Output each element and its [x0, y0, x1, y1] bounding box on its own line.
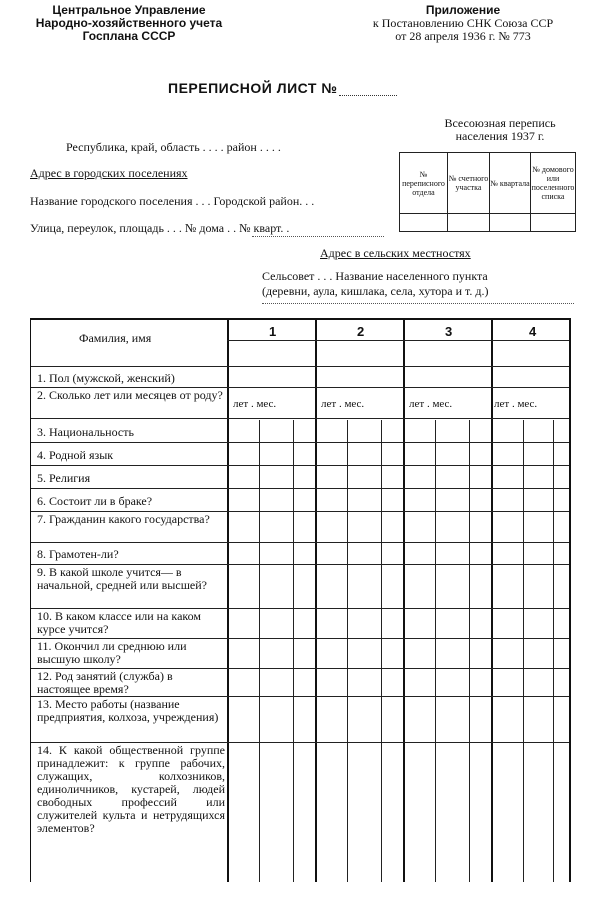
column-number-3: 3 — [445, 324, 453, 339]
rural-line-1[interactable]: Сельсовет . . . Название населенного пункта — [262, 269, 488, 283]
sub-column-line — [381, 420, 382, 882]
question-14: 14. К какой общественной группе принадлежит: к группе рабочих, служащих, колхозников, единоличников, кустарей, людей свободных профессий или служителей культа и нетрудящихся элементов? — [37, 743, 225, 835]
header-count-area: № счетного участка — [448, 153, 490, 214]
census-line-1: Всесоюзная перепись — [444, 116, 556, 130]
cell-census-district[interactable] — [400, 214, 448, 232]
appendix-line-2: к Постановлению СНК Союза ССР — [372, 16, 554, 30]
months-label: мес. — [256, 398, 277, 410]
months-label: мес. — [432, 398, 453, 410]
org-line-3: Госплана СССР — [82, 29, 176, 43]
column-separator — [403, 320, 405, 882]
street-dotline — [252, 236, 384, 237]
form-title-text: ПЕРЕПИСНОЙ ЛИСТ № — [168, 80, 338, 96]
months-label: мес. — [344, 398, 365, 410]
age-units-col2[interactable]: лет . мес. — [321, 398, 365, 410]
name-header: Фамилия, имя — [79, 331, 152, 345]
header-house-list: № домового или поселенного списка — [531, 153, 576, 214]
census-main-table — [30, 318, 571, 882]
question-3: 3. Национальность — [37, 425, 134, 439]
org-line-1: Центральное Управление — [52, 3, 206, 17]
sub-column-line — [435, 420, 436, 882]
row-line — [31, 366, 569, 367]
column-number-2: 2 — [357, 324, 365, 339]
question-6: 6. Состоит ли в браке? — [37, 494, 153, 508]
age-units-col1[interactable]: лет . мес. — [233, 398, 277, 410]
sub-column-line — [293, 420, 294, 882]
cell-count-area[interactable] — [448, 214, 490, 232]
census-line-2: населения 1937 г. — [455, 129, 545, 143]
question-12: 12. Род занятий (служба) в настоящее время? — [37, 669, 173, 696]
urban-name-line[interactable]: Название городского поселения . . . Городской район. . . — [30, 194, 315, 208]
question-1: 1. Пол (мужской, женский) — [37, 371, 175, 385]
row-line — [31, 442, 569, 443]
row-line — [31, 542, 569, 543]
cell-house-list[interactable] — [531, 214, 576, 232]
row-line — [31, 465, 569, 466]
question-4: 4. Родной язык — [37, 448, 114, 462]
cell-block[interactable] — [490, 214, 531, 232]
column-separator — [227, 320, 229, 882]
header-block: № квартала — [490, 153, 531, 214]
sub-column-line — [469, 420, 470, 882]
row-line — [31, 488, 569, 489]
column-separator — [569, 320, 571, 882]
column-separator — [315, 320, 317, 882]
street-line[interactable]: Улица, переулок, площадь . . . № дома . . № кварт. . — [30, 221, 290, 235]
question-7: 7. Гражданин какого государства? — [37, 512, 210, 526]
sub-column-line — [347, 420, 348, 882]
census-block — [410, 117, 590, 143]
appendix-line-3: от 28 апреля 1936 г. № 773 — [395, 29, 531, 43]
question-11: 11. Окончил ли среднюю или высшую школу? — [37, 639, 187, 666]
years-label: лет — [409, 398, 425, 410]
years-label: лет — [321, 398, 337, 410]
rural-address-heading: Адрес в сельских местностях — [320, 246, 471, 260]
question-2: 2. Сколько лет или месяцев от роду? — [37, 388, 223, 402]
organization-block — [18, 4, 240, 43]
months-label: мес. — [517, 398, 538, 410]
question-5: 5. Религия — [37, 471, 91, 485]
column-separator — [491, 320, 493, 882]
age-units-col3[interactable]: лет . мес. — [409, 398, 453, 410]
column-number-4: 4 — [529, 324, 537, 339]
years-label: лет — [233, 398, 249, 410]
question-9: 9. В какой школе учится— в начальной, средней или высшей? — [37, 565, 208, 592]
question-8: 8. Грамотен-ли? — [37, 547, 119, 561]
region-line[interactable]: Республика, край, область . . . . район . . . . — [66, 140, 281, 154]
appendix-title: Приложение — [425, 3, 501, 17]
row-line — [227, 340, 569, 341]
age-units-col4[interactable]: лет . мес. — [494, 398, 538, 410]
question-10: 10. В каком классе или на каком курсе учится? — [37, 609, 201, 636]
enumeration-table — [399, 152, 576, 232]
form-number-blank[interactable] — [339, 83, 397, 96]
sub-column-line — [523, 420, 524, 882]
rural-dotline — [262, 303, 574, 304]
form-title — [168, 80, 397, 96]
sub-column-line — [553, 420, 554, 882]
row-line — [31, 418, 569, 419]
rural-line-2: (деревни, аула, кишлака, села, хутора и т. д.) — [262, 284, 489, 298]
years-label: лет — [494, 398, 510, 410]
sub-column-line — [259, 420, 260, 882]
question-13: 13. Место работы (название предприятия, колхоза, учреждения) — [37, 697, 219, 724]
urban-address-heading: Адрес в городских поселениях — [30, 166, 188, 180]
column-number-1: 1 — [269, 324, 277, 339]
appendix-block — [338, 4, 588, 43]
header-census-district: № переписного отдела — [400, 153, 448, 214]
org-line-2: Народно-хозяйственного учета — [35, 16, 223, 30]
